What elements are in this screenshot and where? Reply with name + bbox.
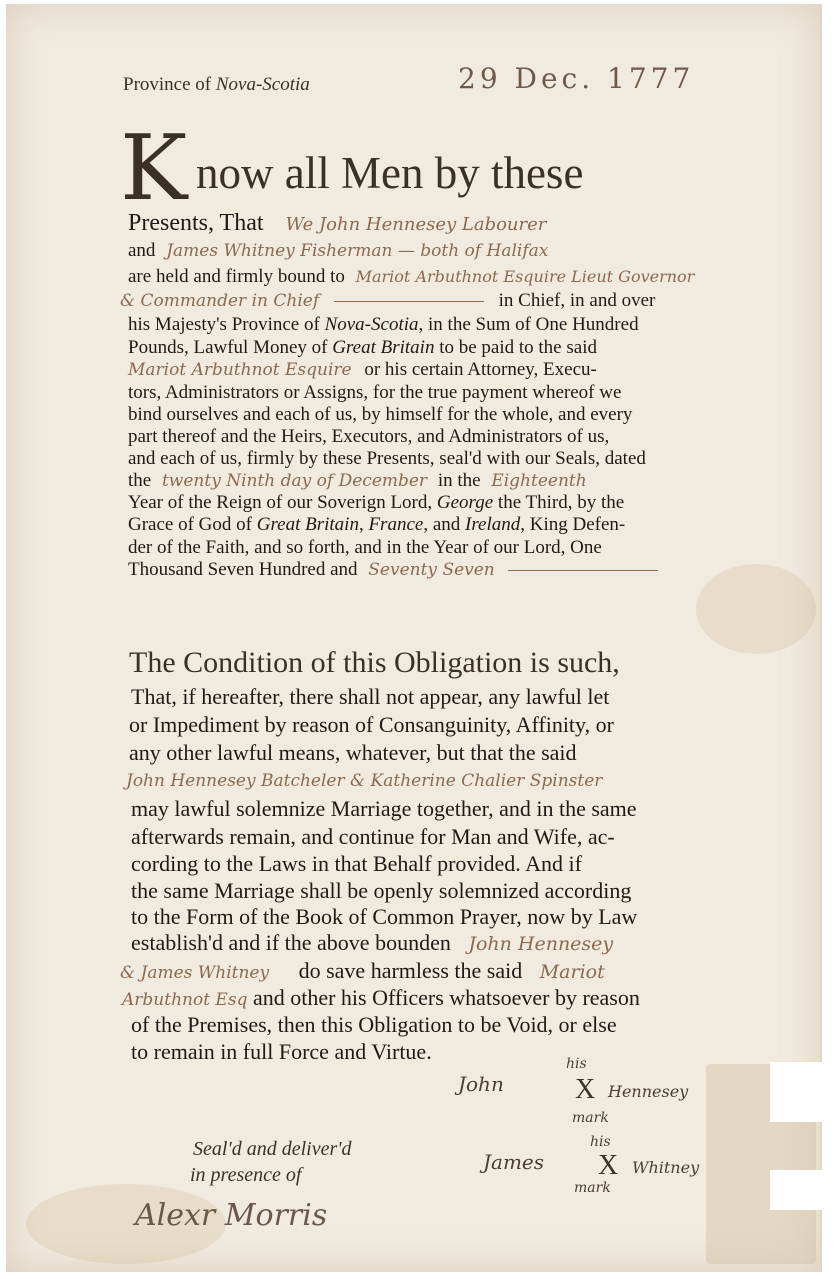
stain (696, 564, 816, 654)
text: Great Britain (332, 337, 435, 358)
text: Thousand Seven Hundred and (128, 559, 358, 580)
province-name: Nova-Scotia (215, 74, 310, 95)
witness-line: in presence of (190, 1164, 302, 1186)
condition-line: cording to the Laws in that Behalf provided. And if (131, 851, 582, 876)
condition-line: of the Premises, then this Obligation to be Void, or else (131, 1012, 617, 1037)
text: Nova-Scotia (324, 314, 419, 335)
condition-line: the same Marriage shall be openly solemnized according (131, 878, 632, 903)
text: to be paid to the said (434, 337, 597, 358)
date-note: 29 Dec. 1777 (458, 62, 695, 95)
condition-heading: The Condition of this Obligation is such, (129, 646, 620, 679)
text: , and (423, 514, 466, 535)
text: Presents, That (128, 210, 264, 236)
condition-line (122, 987, 640, 1011)
handwritten-entry: twenty Ninth day of December (161, 471, 428, 491)
bond-line: der of the Faith, and so forth, and in the Year of our Lord, One (128, 537, 602, 558)
text: the (128, 470, 152, 491)
condition-line: or Impediment by reason of Consanguinity, Affinity, or (129, 712, 614, 737)
bond-line: tors, Administrators or Assigns, for the true payment whereof we (128, 382, 622, 403)
bond-line (128, 240, 548, 262)
signer-mark-label: mark (574, 1180, 611, 1196)
bond-line (128, 559, 658, 581)
handwritten-entry: Eighteenth (491, 471, 587, 491)
bond-line (120, 290, 655, 312)
text: Great Britain (256, 514, 359, 535)
handwritten-entry: & Commander in Chief (120, 291, 320, 311)
text: George (436, 492, 494, 513)
handwritten-entry: Arbuthnot Esq (122, 990, 248, 1010)
signer-his: his (566, 1056, 587, 1072)
handwritten-entry: & James Whitney (120, 963, 270, 983)
bond-line: bind ourselves and each of us, by himself for the whole, and every (128, 404, 633, 425)
fill-rule (508, 570, 658, 571)
text: or his certain Attorney, Execu- (364, 359, 597, 380)
handwritten-entry: Seventy Seven (368, 560, 495, 580)
signer-last-name: Whitney (632, 1158, 700, 1177)
bond-line (128, 470, 587, 492)
text: France (368, 514, 424, 535)
witness-line: Seal'd and deliver'd (193, 1138, 352, 1160)
condition-line (120, 960, 605, 984)
text: , in the Sum of One Hundred (418, 314, 639, 335)
handwritten-entry: We John Hennesey Labourer (285, 214, 547, 235)
text: in the (437, 470, 481, 491)
signer-mark: X (598, 1150, 619, 1181)
condition-line: afterwards remain, and continue for Man and Wife, ac- (131, 824, 615, 849)
fill-rule (334, 301, 484, 302)
text: , King Defen- (520, 514, 626, 535)
paper-tear (770, 1062, 834, 1122)
bond-line (128, 514, 625, 536)
province-prefix: Province of (123, 74, 216, 95)
condition-line: That, if hereafter, there shall not appear, any lawful let (131, 684, 610, 709)
condition-line (131, 932, 613, 955)
signer-last-name: Hennesey (608, 1082, 689, 1101)
bond-line (128, 314, 639, 336)
text: in Chief, in and over (498, 290, 656, 311)
signer-first-name: James (483, 1150, 545, 1174)
signer-his: his (590, 1134, 611, 1150)
witness-signature: Alexr Morris (135, 1198, 328, 1233)
text: his Majesty's Province of (128, 314, 325, 335)
bond-line: and each of us, firmly by these Presents, seal'd with our Seals, dated (128, 448, 646, 469)
drop-initial: K (120, 116, 188, 221)
handwritten-entry: Mariot Arbuthnot Esquire (128, 360, 352, 380)
paper-tear (770, 1170, 834, 1210)
bond-line (128, 492, 624, 514)
text: Year of the Reign of our Soverign Lord, (128, 492, 437, 513)
signer-mark: X (575, 1074, 596, 1105)
text: the Third, by the (493, 492, 625, 513)
text: and (128, 240, 156, 261)
handwritten-entry: John Hennesey (468, 933, 614, 955)
condition-line: to remain in full Force and Virtue. (131, 1039, 432, 1064)
handwritten-entry: Mariot Arbuthnot Esquire Lieut Governor (355, 267, 695, 286)
text: Pounds, Lawful Money of (128, 337, 333, 358)
bond-line (128, 359, 597, 381)
text: , (358, 514, 369, 535)
text: do save harmless the said (298, 958, 523, 983)
condition-line (126, 770, 602, 792)
bond-title: now all Men by these (196, 148, 584, 198)
bond-line (128, 266, 694, 288)
handwritten-entry: Mariot (539, 961, 605, 983)
bond-line: part thereof and the Heirs, Executors, and Administrators of us, (128, 426, 610, 447)
signer-first-name: John (458, 1072, 504, 1096)
province-label (123, 74, 310, 96)
text: Ireland (465, 514, 521, 535)
text: establish'd and if the above bounden (131, 930, 451, 955)
text: are held and firmly bound to (128, 266, 345, 287)
signer-mark-label: mark (572, 1110, 609, 1126)
bond-line (128, 212, 546, 236)
condition-line: any other lawful means, whatever, but that the said (129, 740, 577, 765)
handwritten-entry: John Hennesey Batcheler & Katherine Chalier Spinster (126, 771, 603, 791)
handwritten-entry: James Whitney Fisherman — both of Halifax (166, 241, 549, 261)
condition-line: may lawful solemnize Marriage together, and in the same (131, 796, 637, 821)
bond-line (128, 337, 597, 359)
text: Grace of God of (128, 514, 257, 535)
condition-line: to the Form of the Book of Common Prayer, now by Law (131, 904, 638, 929)
text: and other his Officers whatsoever by reason (252, 985, 640, 1010)
